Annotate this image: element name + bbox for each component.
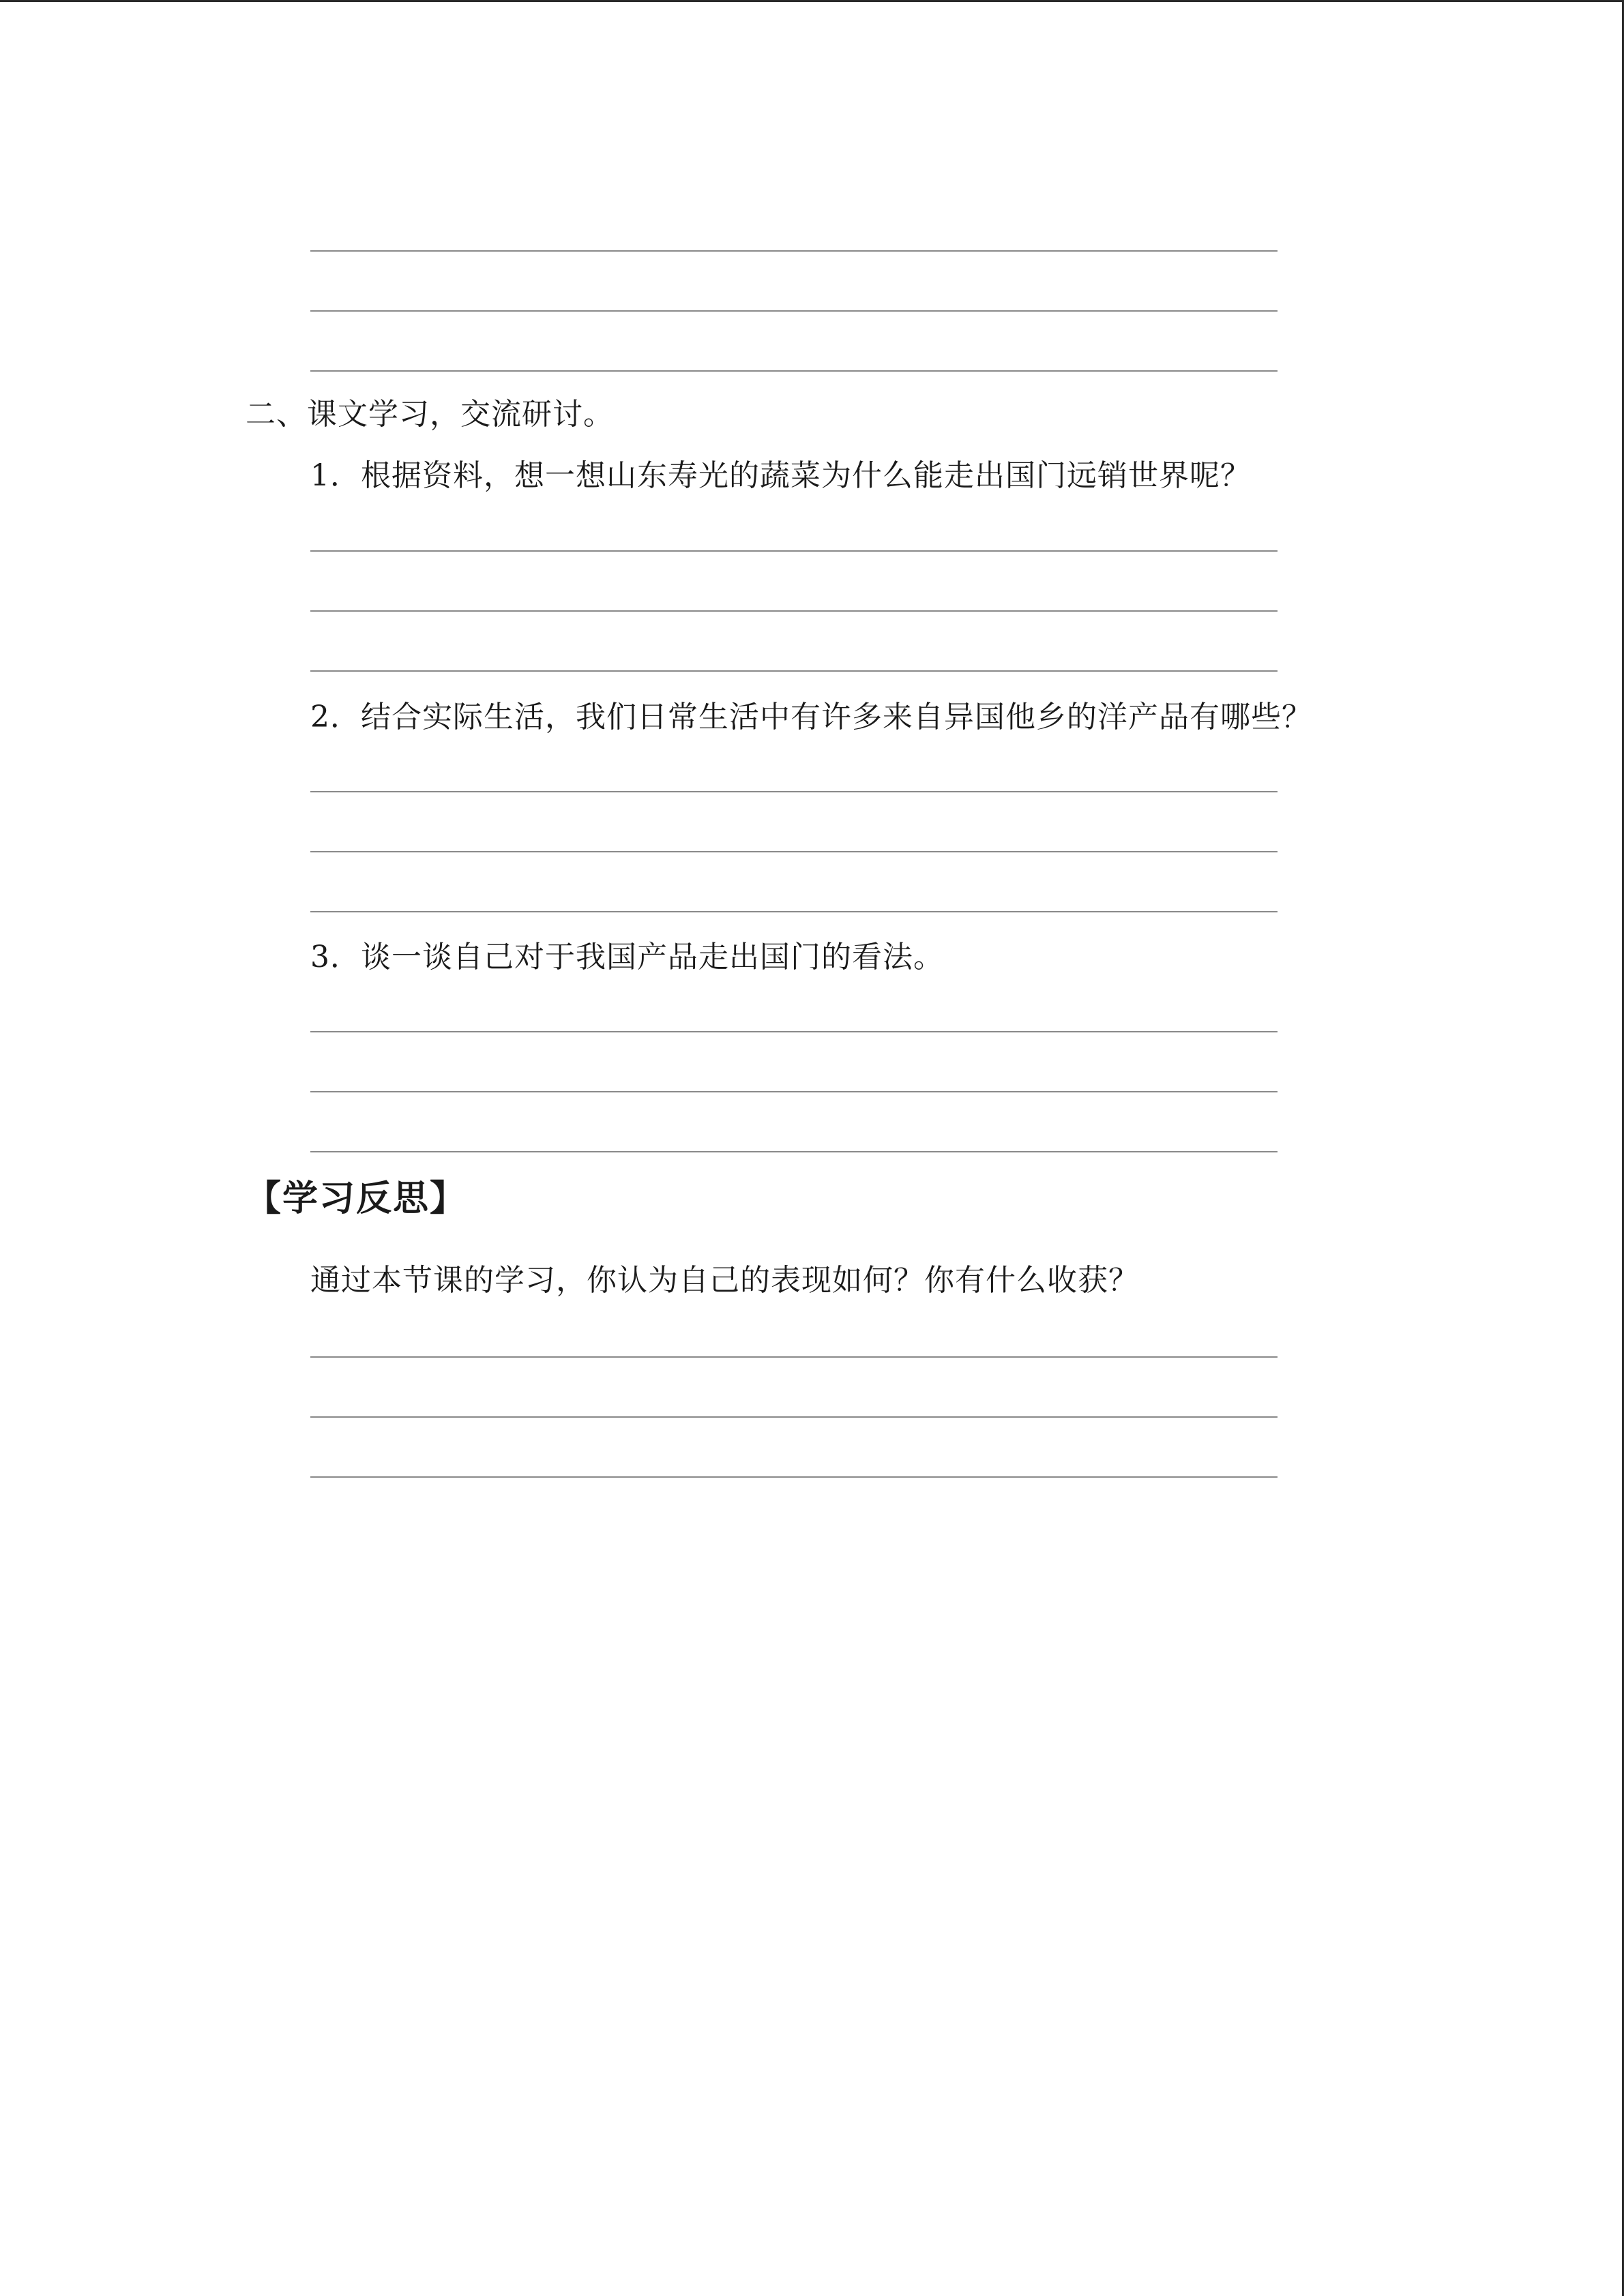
answer-line[interactable]: [310, 370, 1278, 372]
reflection-heading: 【学习反思】: [246, 1178, 467, 1219]
answer-line[interactable]: [310, 310, 1278, 312]
answer-line[interactable]: [310, 791, 1278, 792]
answer-line[interactable]: [310, 1031, 1278, 1032]
answer-line[interactable]: [310, 1091, 1278, 1092]
answer-line[interactable]: [310, 1356, 1278, 1358]
page-border-top: [0, 0, 1624, 2]
question-2: 2．结合实际生活，我们日常生活中有许多来自异国他乡的洋产品有哪些？: [310, 700, 1312, 734]
answer-line[interactable]: [310, 550, 1278, 552]
reflection-prompt: 通过本节课的学习，你认为自己的表现如何？你有什么收获？: [310, 1263, 1139, 1298]
answer-line[interactable]: [310, 670, 1278, 672]
answer-line[interactable]: [310, 610, 1278, 612]
answer-line[interactable]: [310, 911, 1278, 912]
question-1: 1．根据资料，想一想山东寿光的蔬菜为什么能走出国门远销世界呢？: [310, 458, 1251, 493]
answer-line[interactable]: [310, 1476, 1278, 1478]
answer-line[interactable]: [310, 250, 1278, 252]
answer-line[interactable]: [310, 1151, 1278, 1152]
section-title: 二、课文学习，交流研讨。: [246, 397, 614, 432]
answer-line[interactable]: [310, 1416, 1278, 1418]
question-3: 3．谈一谈自己对于我国产品走出国门的看法。: [310, 940, 944, 974]
answer-line[interactable]: [310, 851, 1278, 852]
